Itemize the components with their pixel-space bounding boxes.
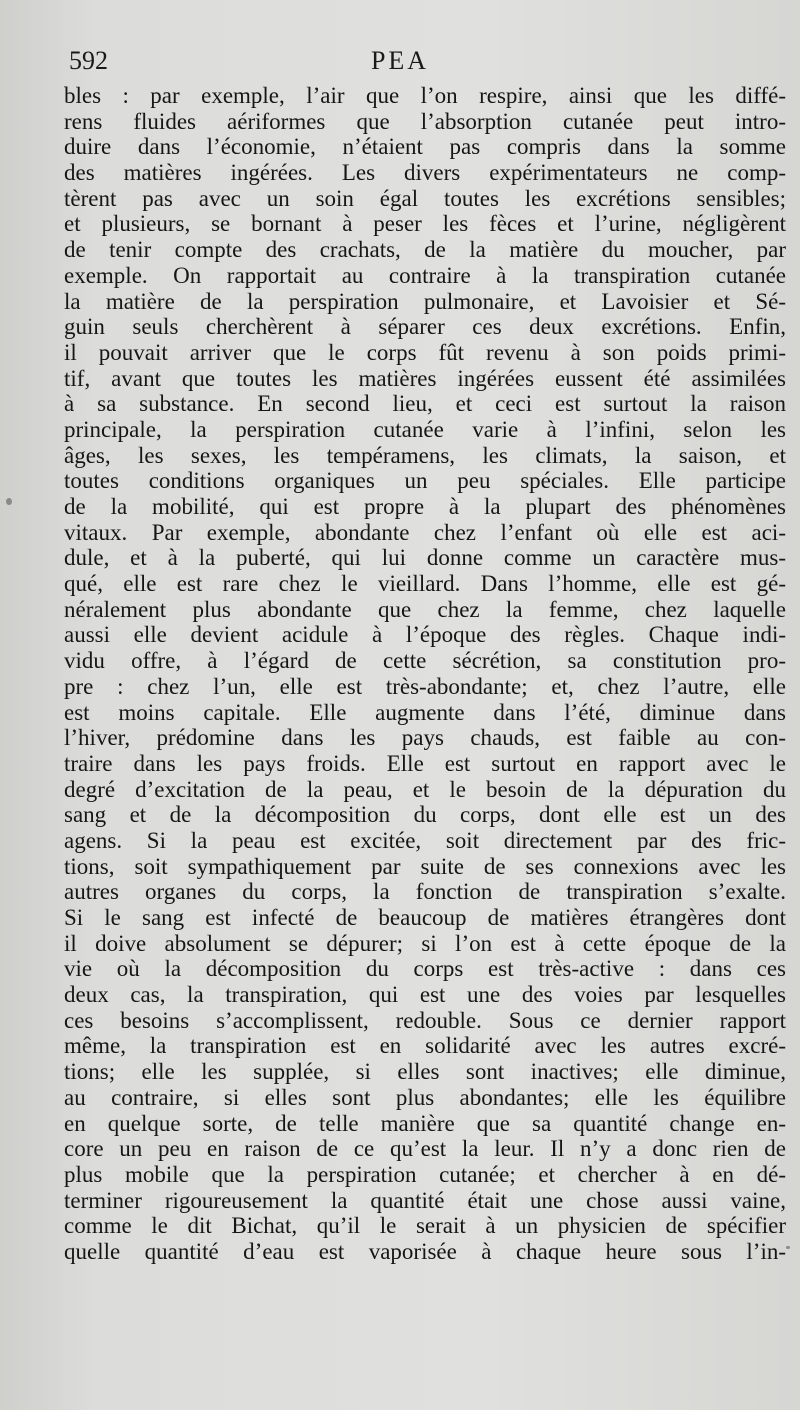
text-line: plus mobile que la perspiration cutanée; et chercher à en dé- — [64, 1161, 786, 1187]
text-line: terminer rigoureusement la quantité était une chose aussi vaine, — [64, 1187, 786, 1213]
text-line: bles : par exemple, l’air que l’on respire, ainsi que les diffé- — [64, 83, 786, 108]
text-line: principale, la perspiration cutanée varie à l’infini, selon les — [64, 416, 786, 442]
text-line: guin seuls cherchèrent à séparer ces deux excrétions. Enfin, — [64, 314, 786, 340]
text-line: âges, les sexes, les tempéramens, les climats, la saison, et — [64, 442, 786, 468]
text-line: des matières ingérées. Les divers expérimentateurs ne comp- — [64, 160, 786, 186]
text-line: est moins capitale. Elle augmente dans l’été, diminue dans — [64, 699, 786, 725]
text-line: la matière de la perspiration pulmonaire, et Lavoisier et Sé- — [64, 288, 786, 314]
text-line: même, la transpiration est en solidarité avec les autres excré- — [64, 1033, 786, 1059]
text-line: vidu offre, à l’égard de cette sécrétion, sa constitution pro- — [64, 648, 786, 674]
text-line: tions, soit sympathiquement par suite de ses connexions avec les — [64, 853, 786, 879]
text-line: comme le dit Bichat, qu’il le serait à un physicien de spécifier — [64, 1213, 786, 1239]
text-line: core un peu en raison de ce qu’est la leur. Il n’y a donc rien de — [64, 1136, 786, 1162]
body-text — [64, 83, 786, 1265]
text-line: de la mobilité, qui est propre à la plupart des phénomènes — [64, 494, 786, 519]
text-line: Si le sang est infecté de beaucoup de matières étrangères dont — [64, 905, 786, 930]
text-line: exemple. On rapportait au contraire à la transpiration cutanée — [64, 262, 786, 288]
text-line: deux cas, la transpiration, qui est une des voies par lesquelles — [64, 982, 786, 1008]
text-line: l’hiver, prédomine dans les pays chauds, est faible au con- — [64, 725, 786, 751]
page-number: 592 — [69, 46, 108, 75]
text-line: autres organes du corps, la fonction de transpiration s’exalte. — [64, 879, 786, 905]
text-line: duire dans l’économie, n’étaient pas compris dans la somme — [64, 134, 786, 160]
running-head: PEA — [370, 46, 430, 75]
text-line: en quelque sorte, de telle manière que sa quantité change en- — [64, 1110, 786, 1136]
text-line: sang et de la décomposition du corps, dont elle est un des — [64, 802, 786, 828]
text-line: qué, elle est rare chez le vieillard. Dans l’homme, elle est gé- — [64, 571, 786, 597]
ink-speck — [6, 498, 12, 505]
text-line: pre : chez l’un, elle est très-abondante; et, chez l’autre, elle — [64, 673, 786, 699]
text-line: toutes conditions organiques un peu spéciales. Elle participe — [64, 468, 786, 494]
text-line: ces besoins s’accomplissent, redouble. Sous ce dernier rapport — [64, 1007, 786, 1033]
page-header — [64, 46, 736, 82]
ink-speck — [786, 1246, 790, 1249]
text-line: de tenir compte des crachats, de la matière du moucher, par — [64, 237, 786, 263]
text-line: néralement plus abondante que chez la femme, chez laquelle — [64, 596, 786, 622]
text-line: il pouvait arriver que le corps fût revenu à son poids primi- — [64, 339, 786, 365]
text-line: vie où la décomposition du corps est très-active : dans ces — [64, 956, 786, 982]
text-line: quelle quantité d’eau est vaporisée à chaque heure sous l’in- — [64, 1238, 786, 1264]
text-line: vitaux. Par exemple, abondante chez l’enfant où elle est aci- — [64, 519, 786, 545]
text-line: et plusieurs, se bornant à peser les fèces et l’urine, négligèrent — [64, 211, 786, 237]
text-line: dule, et à la puberté, qui lui donne comme un caractère mus- — [64, 545, 786, 571]
text-line: agens. Si la peau est excitée, soit directement par des fric- — [64, 827, 786, 853]
text-line: aussi elle devient acidule à l’époque des règles. Chaque indi- — [64, 622, 786, 648]
text-line: tif, avant que toutes les matières ingérées eussent été assimilées — [64, 365, 786, 391]
text-line: degré d’excitation de la peau, et le besoin de la dépuration du — [64, 776, 786, 802]
text-line: traire dans les pays froids. Elle est surtout en rapport avec le — [64, 750, 786, 776]
text-line: tions; elle les supplée, si elles sont inactives; elle diminue, — [64, 1059, 786, 1085]
text-line: rens fluides aériformes que l’absorption cutanée peut intro- — [64, 108, 786, 134]
text-line: au contraire, si elles sont plus abondantes; elle les équilibre — [64, 1084, 786, 1110]
text-line: à sa substance. En second lieu, et ceci est surtout la raison — [64, 391, 786, 417]
text-line: il doive absolument se dépurer; si l’on est à cette époque de la — [64, 930, 786, 956]
text-line: tèrent pas avec un soin égal toutes les excrétions sensibles; — [64, 185, 786, 211]
